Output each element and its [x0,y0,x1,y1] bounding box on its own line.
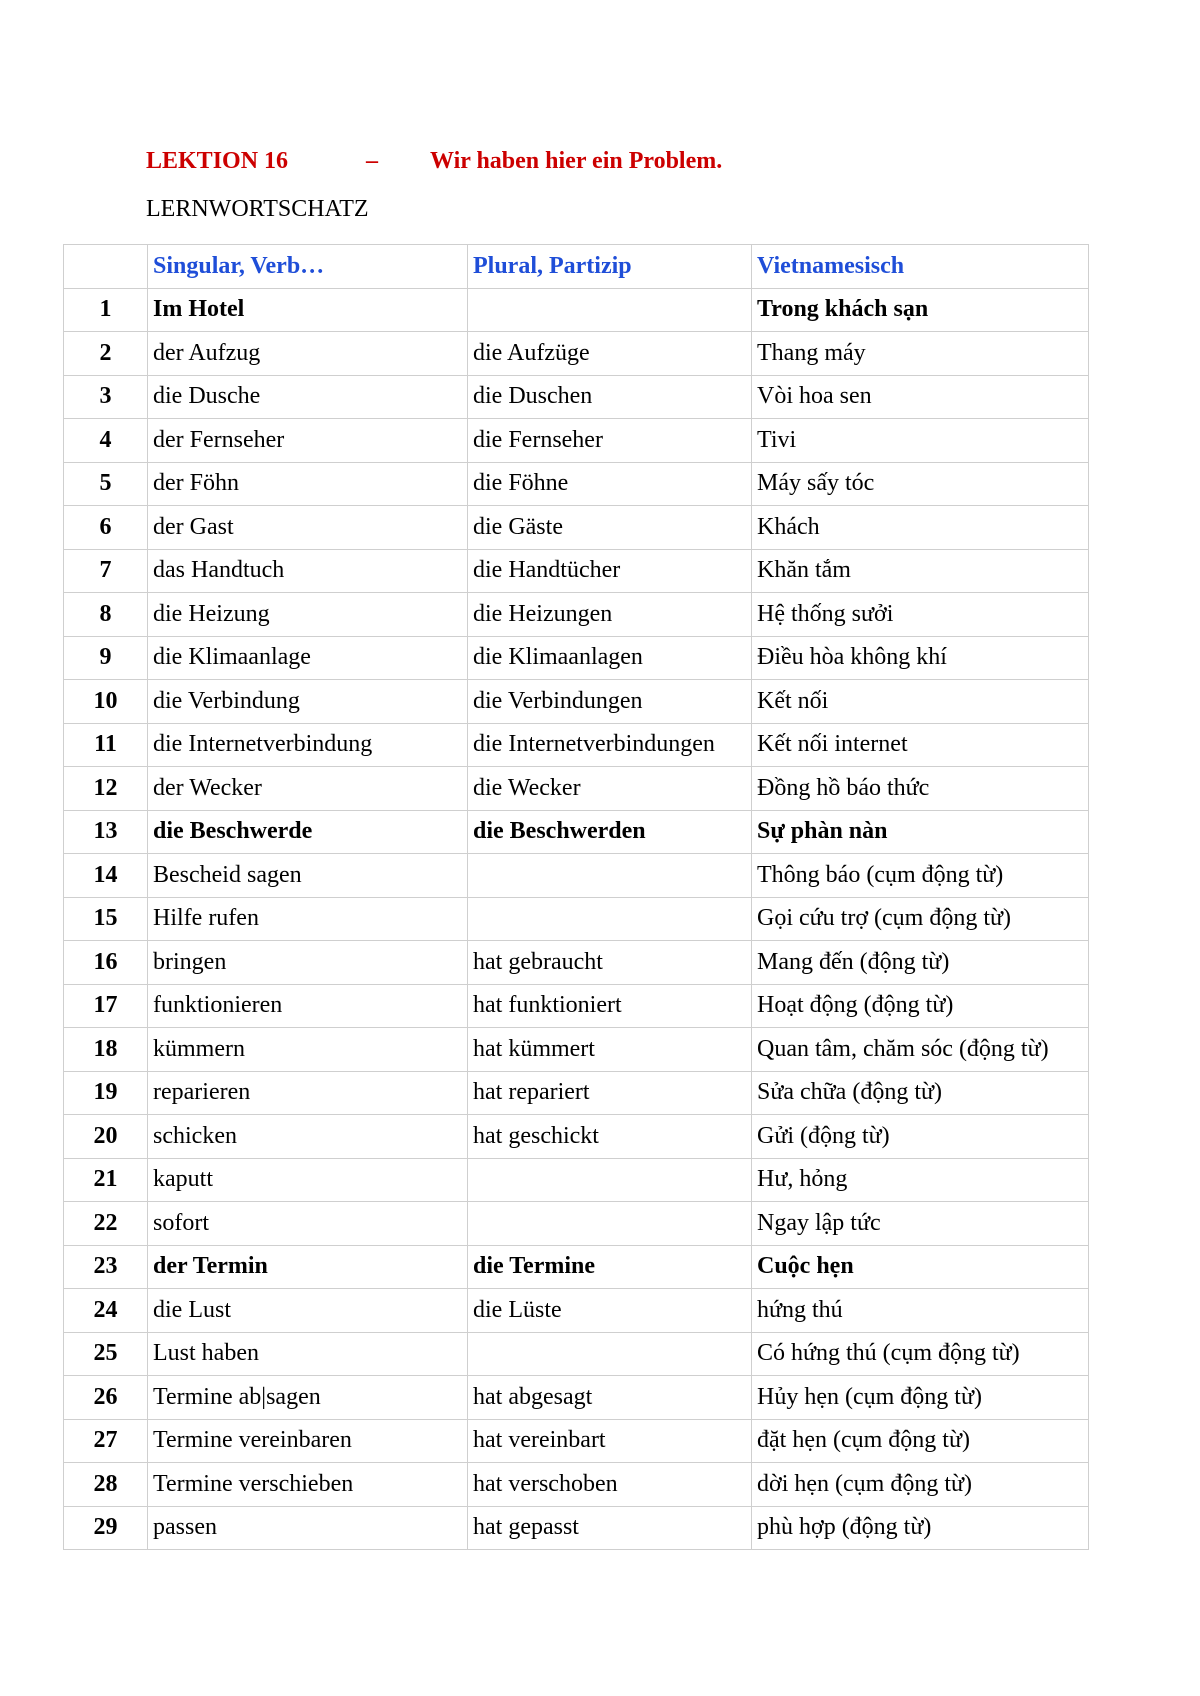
row-number: 28 [64,1463,148,1507]
singular-cell: kümmern [148,1028,468,1072]
singular-cell: Hilfe rufen [148,897,468,941]
row-number: 17 [64,984,148,1028]
row-number: 10 [64,680,148,724]
lesson-title [146,148,722,175]
section-heading: LERNWORTSCHATZ [146,196,369,222]
vietnamese-cell: Sửa chữa (động từ) [752,1071,1089,1115]
singular-cell: kaputt [148,1158,468,1202]
table-row [64,984,1089,1028]
singular-cell: reparieren [148,1071,468,1115]
plural-cell: die Wecker [468,767,752,811]
table-row [64,1506,1089,1550]
singular-cell: die Verbindung [148,680,468,724]
singular-cell: die Beschwerde [148,810,468,854]
plural-cell: die Beschwerden [468,810,752,854]
table-row [64,636,1089,680]
singular-cell: das Handtuch [148,549,468,593]
vietnamese-cell: Vòi hoa sen [752,375,1089,419]
singular-cell: schicken [148,1115,468,1159]
singular-cell: der Fernseher [148,419,468,463]
vietnamese-cell: Thang máy [752,332,1089,376]
table-row [64,680,1089,724]
table-row [64,1158,1089,1202]
table-header-row [64,245,1089,289]
row-number: 25 [64,1332,148,1376]
plural-cell: hat gebraucht [468,941,752,985]
plural-cell: hat verschoben [468,1463,752,1507]
lesson-number: LEKTION 16 [146,148,289,174]
singular-cell: die Internetverbindung [148,723,468,767]
lesson-heading: Wir haben hier ein Problem. [430,148,723,174]
plural-cell: die Gäste [468,506,752,550]
table-row [64,1463,1089,1507]
plural-cell [468,1332,752,1376]
plural-cell [468,897,752,941]
row-number: 5 [64,462,148,506]
singular-cell: Termine vereinbaren [148,1419,468,1463]
row-number: 3 [64,375,148,419]
plural-cell: die Handtücher [468,549,752,593]
plural-cell: hat geschickt [468,1115,752,1159]
plural-cell: hat funktioniert [468,984,752,1028]
vietnamese-cell: Ngay lập tức [752,1202,1089,1246]
table-row [64,1202,1089,1246]
singular-cell: bringen [148,941,468,985]
vietnamese-cell: Đồng hồ báo thức [752,767,1089,811]
singular-cell: der Gast [148,506,468,550]
table-row [64,1332,1089,1376]
table-row [64,375,1089,419]
row-number: 1 [64,288,148,332]
vocabulary-table-body [64,288,1089,1550]
plural-cell: die Internetverbindungen [468,723,752,767]
row-number: 21 [64,1158,148,1202]
row-number: 19 [64,1071,148,1115]
row-number: 24 [64,1289,148,1333]
row-number: 13 [64,810,148,854]
table-row [64,854,1089,898]
plural-cell [468,854,752,898]
singular-cell: der Termin [148,1245,468,1289]
plural-cell: die Verbindungen [468,680,752,724]
table-row [64,1289,1089,1333]
table-row [64,462,1089,506]
table-row [64,723,1089,767]
vietnamese-cell: Sự phàn nàn [752,810,1089,854]
vietnamese-cell: Hoạt động (động từ) [752,984,1089,1028]
row-number: 29 [64,1506,148,1550]
plural-cell: die Klimaanlagen [468,636,752,680]
column-header-number [64,245,148,289]
singular-cell: Im Hotel [148,288,468,332]
column-header-singular: Singular, Verb… [148,245,468,289]
table-row [64,1376,1089,1420]
vietnamese-cell: Cuộc hẹn [752,1245,1089,1289]
plural-cell [468,1158,752,1202]
table-row [64,1245,1089,1289]
row-number: 8 [64,593,148,637]
vietnamese-cell: đặt hẹn (cụm động từ) [752,1419,1089,1463]
title-dash: – [366,148,378,174]
plural-cell: die Heizungen [468,593,752,637]
vietnamese-cell: Hệ thống sưởi [752,593,1089,637]
vietnamese-cell: Hư, hỏng [752,1158,1089,1202]
plural-cell: die Lüste [468,1289,752,1333]
singular-cell: Bescheid sagen [148,854,468,898]
plural-cell: die Fernseher [468,419,752,463]
table-row [64,941,1089,985]
table-row [64,1115,1089,1159]
plural-cell: hat kümmert [468,1028,752,1072]
row-number: 18 [64,1028,148,1072]
table-row [64,593,1089,637]
table-row [64,332,1089,376]
vietnamese-cell: Kết nối [752,680,1089,724]
table-row [64,288,1089,332]
vietnamese-cell: Mang đến (động từ) [752,941,1089,985]
plural-cell: hat abgesagt [468,1376,752,1420]
singular-cell: funktionieren [148,984,468,1028]
row-number: 6 [64,506,148,550]
table-row [64,1028,1089,1072]
row-number: 15 [64,897,148,941]
row-number: 4 [64,419,148,463]
column-header-plural: Plural, Partizip [468,245,752,289]
singular-cell: der Wecker [148,767,468,811]
row-number: 20 [64,1115,148,1159]
singular-cell: die Heizung [148,593,468,637]
row-number: 11 [64,723,148,767]
column-header-vietnamese: Vietnamesisch [752,245,1089,289]
vietnamese-cell: Gửi (động từ) [752,1115,1089,1159]
table-row [64,767,1089,811]
vietnamese-cell: hứng thú [752,1289,1089,1333]
vietnamese-cell: Tivi [752,419,1089,463]
row-number: 14 [64,854,148,898]
singular-cell: die Lust [148,1289,468,1333]
table-row [64,1419,1089,1463]
table-row [64,810,1089,854]
plural-cell: die Termine [468,1245,752,1289]
singular-cell: sofort [148,1202,468,1246]
row-number: 26 [64,1376,148,1420]
vietnamese-cell: Thông báo (cụm động từ) [752,854,1089,898]
vietnamese-cell: dời hẹn (cụm động từ) [752,1463,1089,1507]
singular-cell: der Aufzug [148,332,468,376]
row-number: 27 [64,1419,148,1463]
plural-cell: hat vereinbart [468,1419,752,1463]
plural-cell: die Aufzüge [468,332,752,376]
singular-cell: die Klimaanlage [148,636,468,680]
row-number: 22 [64,1202,148,1246]
vietnamese-cell: Máy sấy tóc [752,462,1089,506]
plural-cell: die Duschen [468,375,752,419]
singular-cell: passen [148,1506,468,1550]
vietnamese-cell: Trong khách sạn [752,288,1089,332]
row-number: 12 [64,767,148,811]
vietnamese-cell: Khách [752,506,1089,550]
singular-cell: Lust haben [148,1332,468,1376]
plural-cell [468,288,752,332]
table-row [64,419,1089,463]
plural-cell: hat gepasst [468,1506,752,1550]
vietnamese-cell: Hủy hẹn (cụm động từ) [752,1376,1089,1420]
vietnamese-cell: Gọi cứu trợ (cụm động từ) [752,897,1089,941]
table-row [64,897,1089,941]
row-number: 23 [64,1245,148,1289]
plural-cell: hat repariert [468,1071,752,1115]
vietnamese-cell: Điều hòa không khí [752,636,1089,680]
row-number: 2 [64,332,148,376]
singular-cell: Termine verschieben [148,1463,468,1507]
table-row [64,1071,1089,1115]
plural-cell [468,1202,752,1246]
vocabulary-table [63,244,1089,1550]
vietnamese-cell: Quan tâm, chăm sóc (động từ) [752,1028,1089,1072]
table-row [64,549,1089,593]
vietnamese-cell: phù hợp (động từ) [752,1506,1089,1550]
vietnamese-cell: Có hứng thú (cụm động từ) [752,1332,1089,1376]
singular-cell: die Dusche [148,375,468,419]
table-row [64,506,1089,550]
singular-cell: der Föhn [148,462,468,506]
row-number: 9 [64,636,148,680]
vietnamese-cell: Khăn tắm [752,549,1089,593]
vietnamese-cell: Kết nối internet [752,723,1089,767]
row-number: 7 [64,549,148,593]
singular-cell: Termine ab|sagen [148,1376,468,1420]
row-number: 16 [64,941,148,985]
plural-cell: die Föhne [468,462,752,506]
